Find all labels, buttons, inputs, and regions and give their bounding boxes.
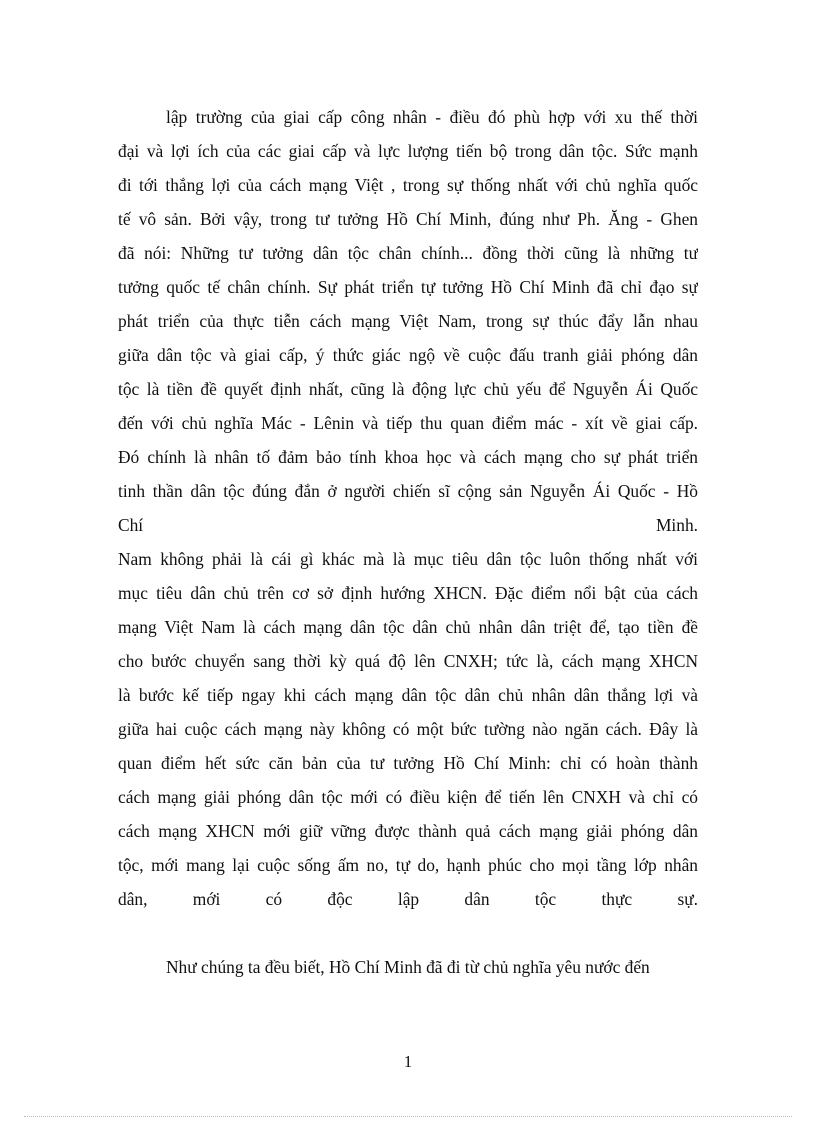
text-line: giữa hai cuộc cách mạng này không có một bức tường nào ngăn cách. Đây là	[118, 719, 698, 739]
text-line: tinh thần dân tộc đúng đắn ở người chiến sĩ cộng sản Nguyễn Ái Quốc - Hồ	[118, 481, 698, 501]
text-line: Nam không phải là cái gì khác mà là mục tiêu dân tộc luôn thống nhất với	[118, 549, 698, 569]
text-line: tộc, mới mang lại cuộc sống ấm no, tự do, hạnh phúc cho mọi tầng lớp nhân	[118, 855, 698, 875]
text-line: mạng Việt Nam là cách mạng dân tộc dân chủ nhân dân triệt để, tạo tiền đề	[118, 617, 698, 637]
text-line: tế vô sản. Bởi vậy, trong tư tưởng Hồ Chí Minh, đúng như Ph. Ăng - Ghen	[118, 209, 698, 229]
text-line: quan điểm hết sức căn bản của tư tưởng Hồ Chí Minh: chỉ có hoàn thành	[118, 753, 698, 773]
text-line: giữa dân tộc và giai cấp, ý thức giác ngộ về cuộc đấu tranh giải phóng dân	[118, 345, 698, 365]
text-line: Đó chính là nhân tố đảm bảo tính khoa học và cách mạng cho sự phát triển	[118, 447, 698, 467]
text-line: lập trường của giai cấp công nhân - điều đó phù hợp với xu thế thời	[166, 107, 698, 127]
text-line: tộc là tiền đề quyết định nhất, cũng là động lực chủ yếu để Nguyễn Ái Quốc	[118, 379, 698, 399]
document-body	[118, 100, 698, 984]
page-border-dotted	[24, 1116, 792, 1117]
text-line: cách mạng XHCN mới giữ vững được thành quả cách mạng giải phóng dân	[118, 821, 698, 841]
text-line: là bước kế tiếp ngay khi cách mạng dân tộc dân chủ nhân dân thắng lợi và	[118, 685, 698, 705]
page-number: 1	[403, 1052, 413, 1071]
text-line: Chí Minh.	[118, 515, 698, 535]
text-line: dân, mới có độc lập dân tộc thực sự.	[118, 889, 698, 909]
text-line: đến với chủ nghĩa Mác - Lênin và tiếp thu quan điểm mác - xít về giai cấp.	[118, 413, 698, 433]
text-line: đại và lợi ích của các giai cấp và lực lượng tiến bộ trong dân tộc. Sức mạnh	[118, 141, 698, 161]
text-line: cho bước chuyển sang thời kỳ quá độ lên CNXH; tức là, cách mạng XHCN	[118, 651, 698, 671]
paragraph-gap	[118, 916, 698, 950]
text-line: tưởng quốc tế chân chính. Sự phát triển tự tưởng Hồ Chí Minh đã chỉ đạo sự	[118, 277, 698, 297]
text-line: mục tiêu dân chủ trên cơ sở định hướng XHCN. Đặc điểm nổi bật của cách	[118, 583, 698, 603]
text-line: phát triển của thực tiễn cách mạng Việt Nam, trong sự thúc đẩy lẫn nhau	[118, 311, 698, 331]
text-line: cách mạng giải phóng dân tộc mới có điều kiện để tiến lên CNXH và chỉ có	[118, 787, 698, 807]
text-line: đi tới thắng lợi của cách mạng Việt , trong sự thống nhất với chủ nghĩa quốc	[118, 175, 698, 195]
text-line: đã nói: Những tư tưởng dân tộc chân chính... đồng thời cũng là những tư	[118, 243, 698, 263]
text-line: Như chúng ta đều biết, Hồ Chí Minh đã đi từ chủ nghĩa yêu nước đến	[166, 957, 650, 977]
